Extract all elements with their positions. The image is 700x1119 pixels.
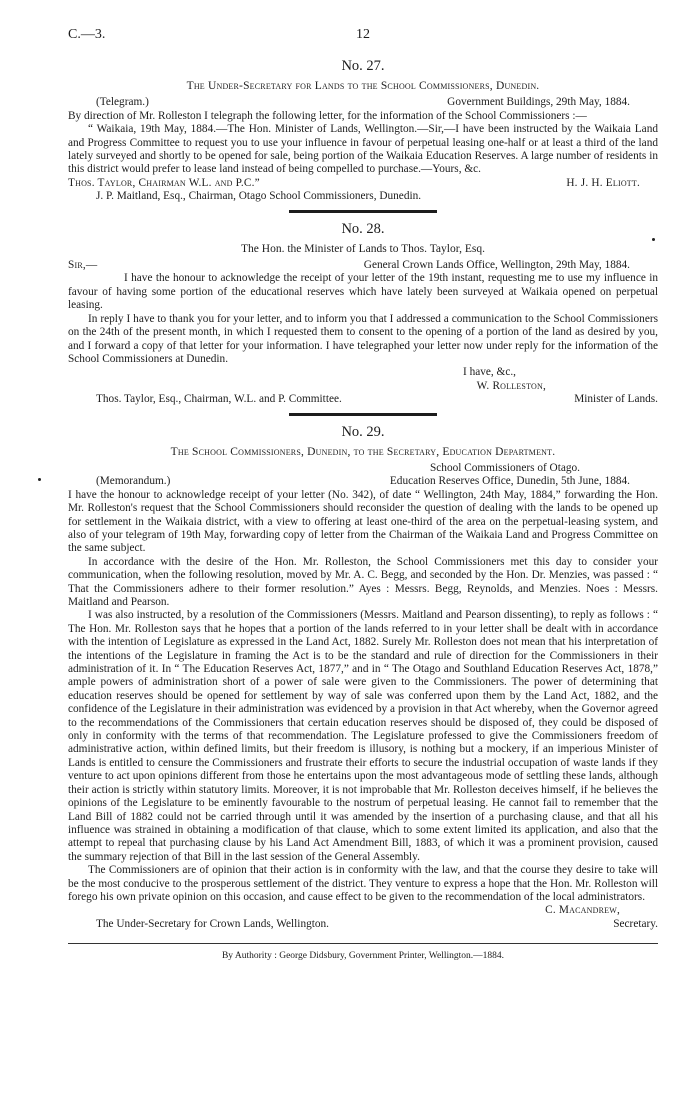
letter-no-29 <box>68 424 658 932</box>
signature-line <box>68 918 658 931</box>
signer-name: C. Macandrew, <box>545 904 620 917</box>
letter-meta <box>68 259 658 272</box>
letter-type: (Telegram.) <box>96 96 149 109</box>
body-paragraph: I was also instructed, by a resolution of the Commissioners (Messrs. Maitland and Pearson dissenting), to reply as follows : “ The Hon. Mr. Rolleston says that he hopes that a portion of the lands referred to in your letter shall be dealt with in accordance with the intention of Legislature as expressed in the Land Act, 1882. Surely Mr. Rolleston does not mean that his interpretation of the intentions of the Legislature in framing the Act is to be the standard and rule of direction for the Commissioners in their administration of it. In “ The Education Reserves Act, 1877,” and in “ The Otago and Southland Education Reserves Act, 1878,” ample powers of administration short of a power of sale were given to the Commissioners. The power of determining that education reserves should be opened for settlement by way of sale was conferred upon them by the Land Act, 1882, and the confidence of the Legislature in their administration was evidenced by a provision in that Act whereby, when the Governor agreed to the recommendations of the Commissioners that certain education reserves should be disposed of, they could be disposed of only in conformity with the terms of that recommendation. The Legislature professed to give the Commissioners freedom of administrative action, within defined limits, but their freedom is illusory, is nothing but a mockery, if an imperious Minister of Lands is entitled to censure the Commissioners and frustrate their efforts to secure the industrial occupation of waste lands if they venture to act upon opinions different from those he entertains upon the most advantageous mode of settling these lands, although their action is strictly within statutory limits. Moreover, it is not improbable that Mr. Rolleston deceives himself, if he believes the opinions of the Legislature to be eminently favourable to the nostrum of perpetual leasing. He cannot fail to remember that the Land Bill of 1882 could not be carried through until it was amended by the insertion of a purchasing clause, and that all his influence was strained in obtaining a modification of that clause, which to some extent limited its application, and also that the attempt to repeal that purchasing clause by his Land Act Amendment Bill, 1883, of which it was a prominent provision, caused the summary rejection of that Bill in the last session of the General Assembly. <box>68 609 658 863</box>
footer-rule <box>68 943 658 944</box>
margin-mark <box>38 478 41 481</box>
place-date: General Crown Lands Office, Wellington, 29th May, 1884. <box>363 259 630 272</box>
page-number: 12 <box>356 27 370 42</box>
letter-meta <box>68 475 658 488</box>
signer-left: Thos. Taylor, Chairman W.L. and P.C.” <box>68 176 260 189</box>
letter-number: No. 28. <box>341 220 385 237</box>
signature-line <box>68 177 658 190</box>
letter-no-28 <box>68 221 658 416</box>
margin-mark <box>652 238 655 241</box>
closing: I have, &c., <box>462 366 516 379</box>
printer-imprint: By Authority : George Didsbury, Government Printer, Wellington.—1884. <box>221 951 505 962</box>
letter-title: The Under-Secretary for Lands to the School Commissioners, Dunedin. <box>186 80 540 92</box>
place-date: Education Reserves Office, Dunedin, 5th June, 1884. <box>389 475 630 488</box>
letter-title: The Hon. the Minister of Lands to Thos. Taylor, Esq. <box>241 242 485 255</box>
letter-number: No. 29. <box>341 423 385 440</box>
place-date: Government Buildings, 29th May, 1884. <box>447 96 630 109</box>
letter-number: No. 27. <box>341 58 385 74</box>
body-paragraph: I have the honour to acknowledge the receipt of your letter of the 19th instant, requesting me to use my influence in favour of having some portion of the educational reserves which have lately been surveyed at Waikaia opened on perpetual leasing. <box>68 272 658 312</box>
letter-title: The School Commissioners, Dunedin, to the Secretary, Education Department. <box>170 445 556 458</box>
salutation: Sir,— <box>68 259 98 272</box>
signer-name: W. Rolleston, <box>476 379 546 392</box>
body-paragraph: In reply I have to thank you for your letter, and to inform you that I addressed a communication to the School Commissioners on the 24th of the present month, in which I requested them to consent to the opening of a portion of the land as desired by you, and I forward a copy of that letter for your information. I have telegraphed your letter now under reply for the information of the School Commissioners at Dunedin. <box>68 312 658 365</box>
body-paragraph: In accordance with the desire of the Hon. Mr. Rolleston, the School Commissioners met this day to consider your communication, when the following resolution, moved by Mr. A. C. Begg, and seconded by the Hon. Dr. Menzies, was passed : “ That the Commissioners adhere to their former resolution.” Ayes : Messrs. Begg, Reynolds, and Menzies. Noes : Messrs. Maitland and Pearson. <box>68 555 658 608</box>
page-header <box>68 28 658 50</box>
body-paragraph: The Commissioners are of opinion that their action is in conformity with the law, and that the course they desire to take will be the most conducive to the prosperous settlement of the district. They venture to express a hope that the Hon. Mr. Rolleston will forego his own private opinion on this occasion, and cause effect to be given to the recommendation of the local administrators. <box>68 864 658 903</box>
addressee: The Under-Secretary for Crown Lands, Wellington. <box>96 917 329 930</box>
addressee: J. P. Maitland, Esq., Chairman, Otago School Commissioners, Dunedin. <box>96 190 422 203</box>
section-divider <box>289 210 437 213</box>
body-paragraph: “ Waikaia, 19th May, 1884.—The Hon. Minister of Lands, Wellington.—Sir,—I have been instructed by the Waikaia Land and Progress Committee to request you to use your influence in favour of perpetual leasing one-half or at least a third of the land lately surveyed and shortly to be opened for sale, being portion of the Waikaia Education Reserves. A large number of residents in this district would prefer to lease land instead of being compelled to purchase.—Yours, &c. <box>68 123 658 176</box>
body-paragraph: I have the honour to acknowledge receipt of your letter (No. 342), of date “ Wellington, 24th May, 1884,” forwarding the Hon. Mr. Rolleston's request that the School Commissioners should reconsider the question of dealing with the lands to be opened up for settlement in the Waikaia district, with a view to offering at least one-third of the area on the perpetual-leasing system, and also of your telegram of 19th May, forwarding copy of letter from the Chairman of the Waikaia Land and Progress Committee on the same subject. <box>68 488 658 555</box>
signer-title: Minister of Lands. <box>574 393 658 406</box>
addressee: Thos. Taylor, Esq., Chairman, W.L. and P. Committee. <box>96 393 342 406</box>
signer-right: H. J. H. Eliott. <box>566 176 640 189</box>
intro-paragraph: By direction of Mr. Rolleston I telegraph the following letter, for the information of the School Commissioners :— <box>68 109 587 122</box>
letter-no-27 <box>68 58 658 213</box>
signer-title: Secretary. <box>613 917 658 930</box>
letter-meta <box>68 96 658 109</box>
organisation: School Commissioners of Otago. <box>430 461 580 474</box>
document-reference: C.—3. <box>68 27 106 42</box>
letter-type: (Memorandum.) <box>96 475 171 488</box>
signature-line <box>68 393 658 406</box>
section-divider <box>289 413 437 416</box>
